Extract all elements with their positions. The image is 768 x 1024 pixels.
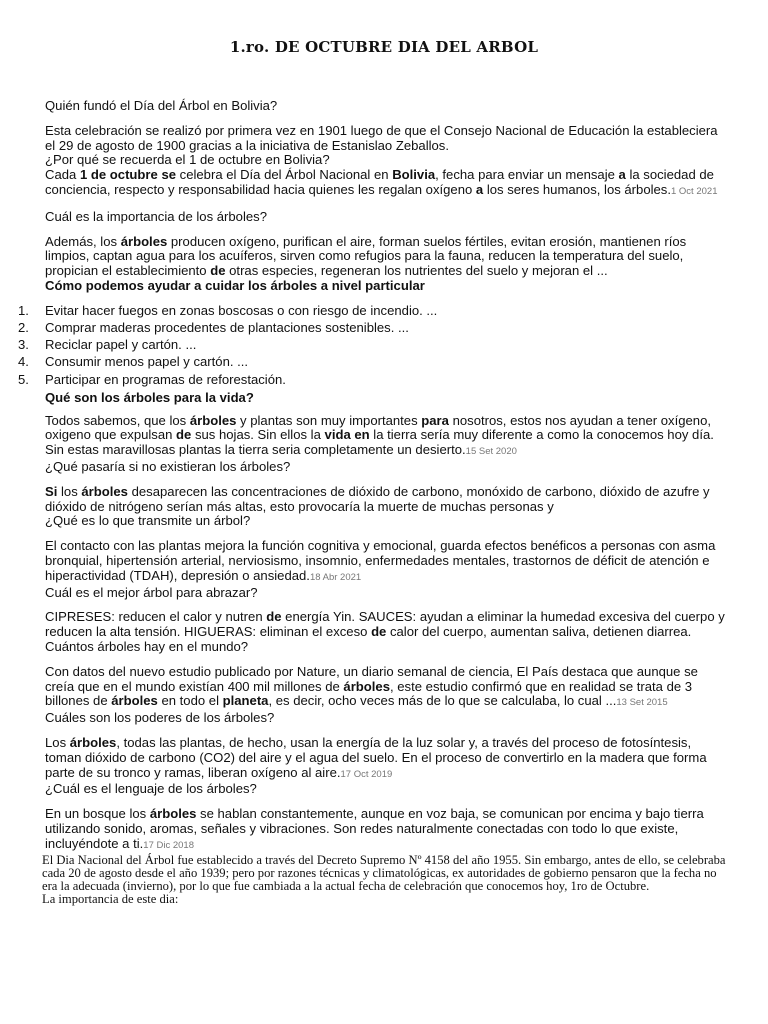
date-label: 17 Dic 2018	[143, 839, 194, 851]
date-label: 17 Oct 2019	[340, 768, 393, 780]
bold-span: árboles	[149, 806, 197, 822]
document-title: 1.ro. DE OCTUBRE DIA DEL ARBOL	[229, 38, 539, 56]
bold-span: para	[421, 412, 449, 428]
text-span: la sociedad de conciencia, respecto y responsabilidad hacia quienes les regalan oxígeno	[45, 167, 714, 197]
text-span: calor del cuerpo, aumentan saliva, detienen diarrea.	[386, 624, 692, 640]
text-span: Todos sabemos, que los	[45, 412, 190, 428]
heading-trees-life: Qué son los árboles para la vida?	[45, 389, 254, 405]
text-span: , este estudio confirmó que en realidad se trata de 3 billones de	[45, 678, 693, 709]
history-text: El Dia Nacional del Árbol fue establecido a través del Decreto Supremo Nº 4158 del año 1955. Sin embargo, antes de ello, se celebraba cada 20 de agosto desde el año 1939; pero por razones técnicas y climatológicas, ex autoridades de gobierno pensaron que la fecha no era la adecuada (invierno), por lo que fue cambiada a la actual fecha de celebración que conocemos hoy, 1ro de Octubre.	[42, 852, 726, 893]
help-list	[0, 302, 725, 388]
text-span: Cada	[45, 167, 80, 183]
importance-label: La importancia de este dia:	[42, 891, 179, 906]
text-span: El contacto con las plantas mejora la función cognitiva y emocional, guarda efectos benéficos a personas con asma bronquial, hipertensión arterial, nerviosismo, insomnio, enfermedades mentales, trastornos de déficit de atención e hiperactividad (TDAH), depresión o ansiedad.	[45, 538, 716, 583]
bold-span: árboles	[69, 734, 117, 750]
text-span: desaparecen las concentraciones de dióxido de carbono, monóxido de carbono, dióxido de azufre y dióxido de nitrógeno serían más altas, esto provocaría la muerte de muchas personas y	[45, 483, 710, 514]
list-text: Participar en programas de reforestación.	[45, 371, 286, 387]
document-body	[18, 98, 726, 906]
bold-span: de	[176, 427, 192, 443]
question-tree-count: Cuántos árboles hay en el mundo?	[45, 638, 249, 654]
text-span: Además, los	[45, 233, 121, 249]
answer-tree-count	[45, 665, 725, 726]
list-item	[18, 302, 725, 319]
text-span: sus hojas. Sin ellos la	[191, 427, 325, 443]
bold-span: árboles	[343, 678, 390, 694]
bold-span: de	[266, 609, 282, 625]
answer-tree-powers	[45, 736, 725, 797]
date-label: 1 Oct 2021	[671, 185, 718, 197]
date-label: 15 Set 2020	[465, 446, 517, 458]
bold-span: 1 de octubre se	[79, 167, 177, 183]
bold-span: planeta	[222, 693, 269, 709]
bold-span: árboles	[120, 233, 168, 249]
question-tree-language: ¿Cuál es el lenguaje de los árboles?	[45, 781, 257, 797]
question-no-trees: ¿Qué pasaría si no existieran los árboles?	[45, 458, 291, 474]
text-span: producen oxígeno, purifican el aire, forman suelos fértiles, evitan erosión, mantienen ríos limpios, captan agua para los acuíferos, sirven como refugios para la fauna, reducen la temperatura del suelo, propician el establecimiento	[45, 233, 687, 279]
list-item	[18, 353, 725, 370]
text-span: celebra el Día del Árbol Nacional en	[176, 167, 393, 183]
text-span: los seres humanos, los árboles.	[483, 181, 671, 197]
text-span: , es decir, ocho veces más de lo que se calculaba, lo cual ...	[268, 693, 617, 709]
text-span: , fecha para enviar un mensaje	[435, 167, 619, 183]
list-number: 4.	[18, 354, 29, 370]
text-span: CIPRESES: reducen el calor y nutren	[45, 609, 267, 625]
list-item	[18, 371, 725, 388]
text-span: Los	[45, 734, 70, 750]
list-text: Comprar maderas procedentes de plantaciones sostenibles. ...	[45, 319, 409, 335]
text-span: en todo el	[157, 693, 223, 709]
heading-help-trees: Cómo podemos ayudar a cuidar los árboles a nivel particular	[45, 277, 425, 293]
bold-span: de	[371, 624, 387, 640]
text-span: , todas las plantas, de hecho, usan la energía de la luz solar y, a través del proceso de fotosíntesis, toman dióxido de carbono (CO2) del aire y el agua del suelo. En el proceso de convertirlo en la madera que forma parte de su tronco y ramas, liberan oxígeno al aire.	[45, 734, 707, 780]
date-label: 18 Abr 2021	[309, 571, 362, 583]
answer-tree-transmit	[45, 539, 725, 600]
text-span: se hablan constantemente, aunque en voz baja, se comunican por encima y bajo tierra utilizando sonido, aromas, señales y vibraciones. Son redes naturalmente conectadas con todo lo que existe, incluyéndote a ti.	[45, 806, 704, 851]
text-span: y plantas son muy importantes	[236, 412, 422, 428]
list-text: Consumir menos papel y cartón. ...	[45, 354, 249, 370]
bold-span: vida en	[324, 427, 370, 443]
bold-span: de	[210, 263, 226, 279]
question-tree-powers: Cuáles son los poderes de los árboles?	[45, 710, 275, 726]
text-span: En un bosque los	[45, 806, 150, 822]
list-text: Reciclar papel y cartón. ...	[45, 337, 197, 353]
question-best-tree: Cuál es el mejor árbol para abrazar?	[45, 584, 258, 600]
bold-span: árboles	[189, 412, 237, 428]
list-number: 1.	[18, 302, 29, 318]
bold-span: Si	[45, 483, 58, 499]
text-span: nosotros, estos nos ayudan a tener oxígeno, oxigeno que expulsan	[45, 412, 712, 443]
answer-trees-life	[45, 414, 725, 475]
text-span: la tierra sería muy diferente a como la conocemos hoy día. Sin estas maravillosas plantas la tierra seria completamente un desierto.	[45, 427, 714, 458]
question-tree-transmit: ¿Qué es lo que transmite un árbol?	[45, 513, 251, 529]
date-label: 13 Set 2015	[616, 697, 668, 709]
answer-tree-language	[45, 807, 725, 853]
bold-span: árboles	[81, 483, 128, 499]
list-number: 3.	[18, 337, 29, 353]
bold-span: árboles	[111, 693, 158, 709]
list-number: 5.	[18, 371, 29, 387]
answer-best-tree	[45, 610, 725, 654]
question-founder: Quién fundó el Día del Árbol en Bolivia?	[45, 98, 278, 113]
bold-span: a	[618, 167, 626, 183]
bold-span: a	[475, 181, 484, 197]
list-text: Evitar hacer fuegos en zonas boscosas o con riesgo de incendio. ...	[45, 302, 438, 318]
text-span: los	[57, 483, 82, 499]
text-span: otras especies, regeneran los nutrientes del suelo y mejoran el ...	[225, 263, 608, 279]
answer-importance	[45, 235, 725, 279]
list-item	[18, 319, 725, 336]
question-importance: Cuál es la importancia de los árboles?	[45, 208, 267, 224]
question-oct1: ¿Por qué se recuerda el 1 de octubre en Bolivia?	[45, 152, 330, 168]
answer-no-trees	[45, 485, 725, 529]
answer-text: Esta celebración se realizó por primera vez en 1901 luego de que el Consejo Nacional de Educación la estableciera el 29 de agosto de 1900 gracias a la iniciativa de Estanislao Zeballos.	[45, 122, 718, 153]
text-span: Con datos del nuevo estudio publicado por Nature, un diario semanal de ciencia, El País destaca que aunque se creía que en el mundo existían 400 mil millones de	[45, 663, 698, 694]
answer-founder	[45, 124, 725, 200]
bold-span: Bolivia	[392, 167, 436, 183]
national-day-history	[42, 854, 732, 906]
list-number: 2.	[18, 319, 29, 335]
list-item	[18, 336, 725, 353]
text-span: energía Yin. SAUCES: ayudan a eliminar la humedad excesiva del cuerpo y reducen la alta tensión. HIGUERAS: eliminan el exceso	[45, 609, 725, 640]
